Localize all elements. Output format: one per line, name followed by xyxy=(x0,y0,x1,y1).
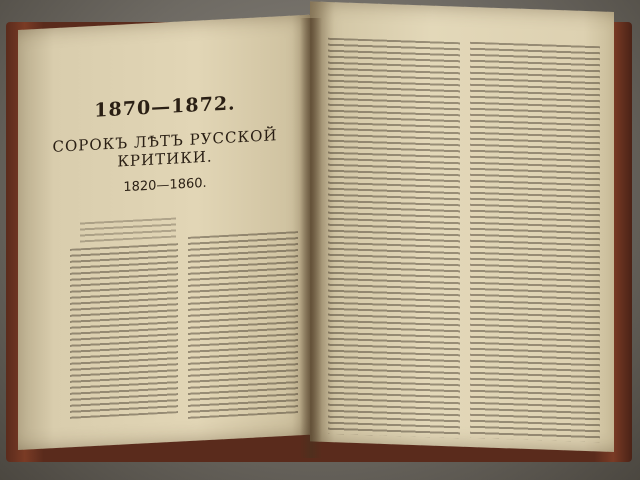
title-sub-years: 1820—1860. xyxy=(123,175,207,196)
right-text-column-2 xyxy=(470,42,600,443)
left-text-column-1 xyxy=(70,243,178,419)
title-block xyxy=(40,89,290,199)
title-years: 1870—1872. xyxy=(94,92,236,122)
left-text-column-2 xyxy=(188,231,298,419)
right-text-column-1 xyxy=(328,38,460,439)
book-title: СОРОКЪ ЛѢТЪ РУССКОЙ КРИТИКИ. xyxy=(52,126,278,171)
book-gutter xyxy=(300,18,322,458)
open-book xyxy=(10,8,630,460)
